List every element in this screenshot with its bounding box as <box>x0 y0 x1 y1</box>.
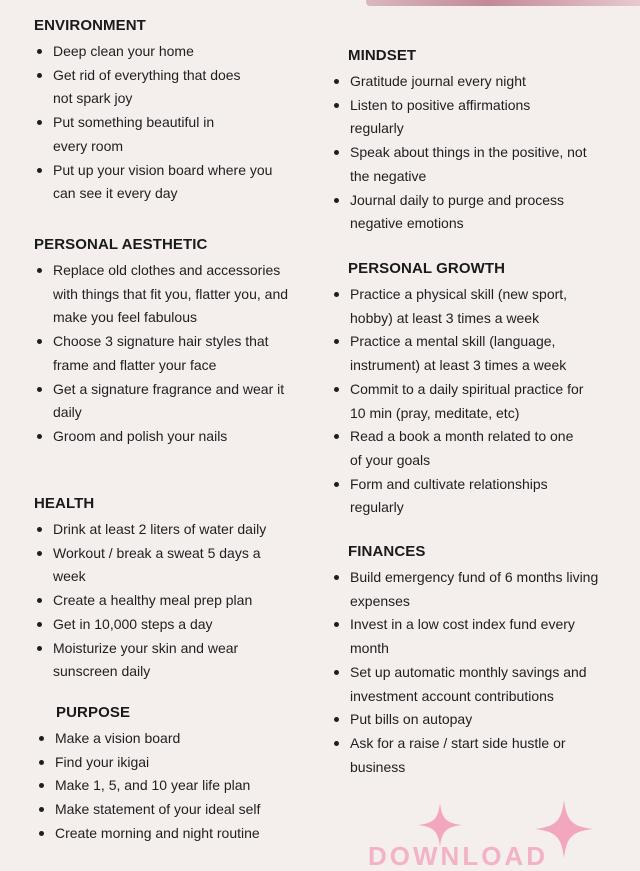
section-title: PURPOSE <box>56 704 131 721</box>
bullet-icon <box>37 168 42 173</box>
list-item: Replace old clothes and accessories with things that fit you, flatter you, and make you feel fabulous <box>34 259 298 330</box>
list-item: Make statement of your ideal self <box>36 798 314 822</box>
bullet-icon <box>37 551 42 556</box>
list-item: Make a vision board <box>36 727 314 751</box>
list-item: Create a healthy meal prep plan <box>34 589 314 613</box>
bullet-icon <box>334 482 339 487</box>
list-item: Deep clean your home <box>34 40 314 64</box>
bullet-icon <box>39 783 44 788</box>
bullet-icon <box>334 339 339 344</box>
bullet-icon <box>37 646 42 651</box>
bullet-icon <box>39 736 44 741</box>
section-title: PERSONAL AESTHETIC <box>34 236 208 253</box>
list-item: Moisturize your skin and wear sunscreen daily <box>34 637 273 684</box>
bullet-icon <box>37 598 42 603</box>
bullet-icon <box>37 622 42 627</box>
section-personal-growth <box>331 257 621 520</box>
bullet-icon <box>334 150 339 155</box>
bullet-icon <box>334 198 339 203</box>
bullet-icon <box>37 268 42 273</box>
bullet-icon <box>39 831 44 836</box>
checklist <box>34 40 314 206</box>
checklist <box>34 518 314 684</box>
section-title: PERSONAL GROWTH <box>348 260 506 277</box>
section-title: ENVIRONMENT <box>34 17 146 34</box>
bullet-icon <box>37 527 42 532</box>
section-environment <box>34 14 314 206</box>
list-item: Ask for a raise / start side hustle or business <box>331 732 598 779</box>
list-item: Make 1, 5, and 10 year life plan <box>36 774 314 798</box>
list-item: Form and cultivate relationships regularly <box>331 473 582 520</box>
corner-photo <box>366 0 640 6</box>
bullet-icon <box>334 434 339 439</box>
list-item: Read a book a month related to one of your goals <box>331 425 578 472</box>
list-item: Journal daily to purge and process negative emotions <box>331 189 598 236</box>
bullet-icon <box>37 73 42 78</box>
checklist <box>36 727 314 846</box>
bullet-icon <box>37 387 42 392</box>
list-item: Commit to a daily spiritual practice for 10 min (pray, meditate, etc) <box>331 378 602 425</box>
download-label[interactable]: DOWNLOAD <box>368 841 548 871</box>
list-item: Workout / break a sweat 5 days a week <box>34 542 285 589</box>
section-health <box>34 492 314 684</box>
section-title: MINDSET <box>348 47 417 64</box>
bullet-icon <box>39 807 44 812</box>
section-personal-aesthetic <box>34 233 314 449</box>
bullet-icon <box>334 103 339 108</box>
section-title: FINANCES <box>348 543 426 560</box>
list-item: Invest in a low cost index fund every month <box>331 613 578 660</box>
checklist <box>331 566 621 779</box>
list-item: Set up automatic monthly savings and investment account contributions <box>331 661 602 708</box>
list-item: Put bills on autopay <box>331 708 621 732</box>
bullet-icon <box>37 434 42 439</box>
bullet-icon <box>334 292 339 297</box>
list-item: Listen to positive affirmations regularly <box>331 94 580 141</box>
bullet-icon <box>37 49 42 54</box>
checklist <box>34 259 314 449</box>
bullet-icon <box>334 575 339 580</box>
bullet-icon <box>37 339 42 344</box>
bullet-icon <box>334 387 339 392</box>
bullet-icon <box>334 622 339 627</box>
list-item: Put something beautiful in every room <box>34 111 223 158</box>
section-finances <box>331 540 621 779</box>
bullet-icon <box>37 120 42 125</box>
list-item: Practice a physical skill (new sport, hobby) at least 3 times a week <box>331 283 602 330</box>
list-item: Create morning and night routine <box>36 822 314 846</box>
list-item: Build emergency fund of 6 months living expenses <box>331 566 602 613</box>
bullet-icon <box>39 760 44 765</box>
bullet-icon <box>334 670 339 675</box>
list-item: Groom and polish your nails <box>34 425 314 449</box>
list-item: Practice a mental skill (language, instrument) at least 3 times a week <box>331 330 602 377</box>
list-item: Drink at least 2 liters of water daily <box>34 518 323 542</box>
section-purpose <box>36 701 314 846</box>
list-item: Get in 10,000 steps a day <box>34 613 314 637</box>
list-item: Put up your vision board where you can see it every day <box>34 159 278 206</box>
list-item: Find your ikigai <box>36 751 314 775</box>
bullet-icon <box>334 79 339 84</box>
list-item: Gratitude journal every night <box>331 70 621 94</box>
list-item: Get a signature fragrance and wear it daily <box>34 378 298 425</box>
list-item: Get rid of everything that does not spark joy <box>34 64 248 111</box>
checklist <box>331 70 621 236</box>
list-item: Choose 3 signature hair styles that frame and flatter your face <box>34 330 298 377</box>
section-title: HEALTH <box>34 495 95 512</box>
bullet-icon <box>334 741 339 746</box>
list-item: Speak about things in the positive, not the negative <box>331 141 598 188</box>
section-mindset <box>331 44 621 236</box>
bullet-icon <box>334 717 339 722</box>
checklist <box>331 283 621 520</box>
